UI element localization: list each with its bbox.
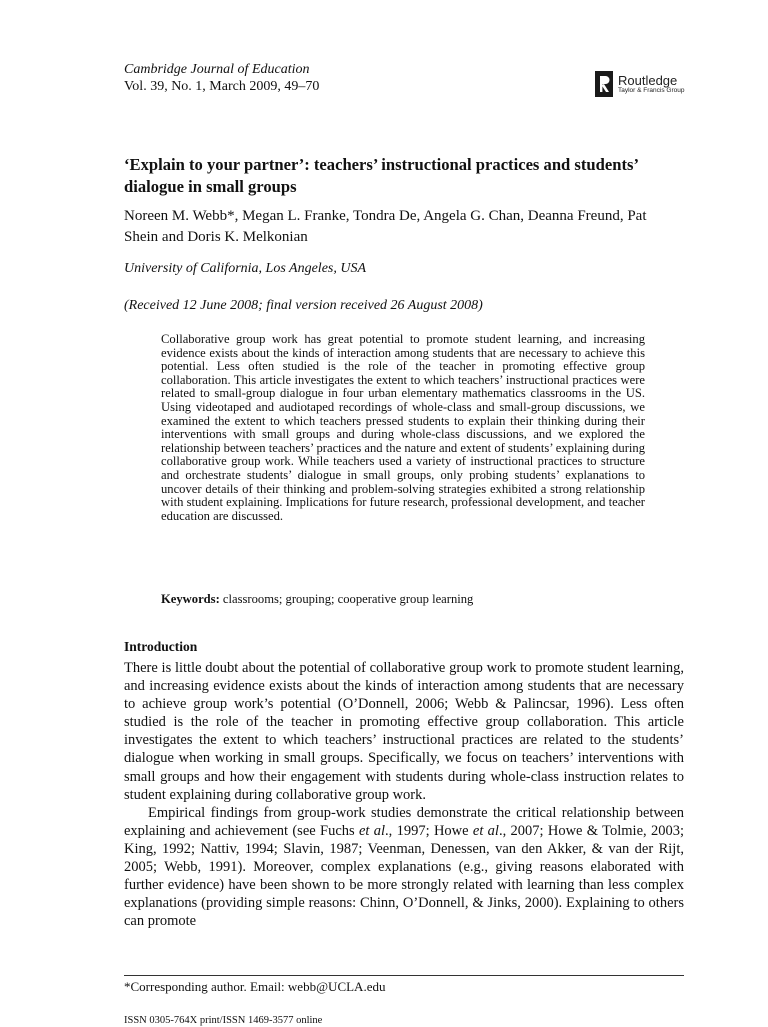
journal-name: Cambridge Journal of Education [124,62,310,77]
author-affiliation: University of California, Los Angeles, USA [124,261,367,276]
introduction-body [124,659,684,930]
article-title: ‘Explain to your partner’: teachers’ instructional practices and students’ dialogue in small groups [124,155,638,196]
footnote-divider [124,975,684,976]
publisher-logo [594,70,684,98]
issn-line: ISSN 0305-764X print/ISSN 1469-3577 online [124,1015,323,1026]
keywords [161,592,473,607]
received-dates: (Received 12 June 2008; final version received 26 August 2008) [124,298,483,313]
corresponding-author-footnote: *Corresponding author. Email: webb@UCLA.edu [124,979,386,994]
publisher-name: Routledge [618,72,678,88]
volume-info: Vol. 39, No. 1, March 2009, 49–70 [124,79,320,94]
publisher-subtitle: Taylor & Francis Group [618,86,685,94]
abstract: Collaborative group work has great potential to promote student learning, and increasing evidence exists about the kinds of interaction among students that are necessary to achieve this potential. Less often studied is the role of the teacher in promoting effective group collaboration. This article investigates the extent to which teachers’ instructional practices were related to small-group dialogue in four urban elementary mathematics classrooms in the US. Using videotaped and audiotaped recordings of whole-class and small-group discussions, we examined the extent to which teachers pressed students to explain their thinking during their interventions with small groups and during whole-class discussions, and we explored the relationship between teachers’ practices and the nature and extent of students’ explaining during collaborative group work. While teachers used a variety of instructional practices to structure and orchestrate students’ dialogue in small groups, only probing students’ explanations to uncover details of their thinking and problem-solving strategies exhibited a strong relationship with student explaining. Implications for future research, professional development, and teacher education are discussed. [161,332,645,523]
routledge-logo-icon [594,70,614,98]
keywords-label: Keywords: [161,592,220,606]
body-paragraph: Empirical findings from group-work studies demonstrate the critical relationship between explaining and achievement (see Fuchs et al., 1997; Howe et al., 2007; Howe & Tolmie, 2003; King, 1992; Nattiv, 1994; Slavin, 1987; Veenman, Denessen, van den Akker, & van der Rijt, 2005; Webb, 1991). Moreover, complex explanations (e.g., giving reasons elaborated with further evidence) have been shown to be more strongly related with learning than less complex explanations (providing simple reasons: Chinn, O’Donnell, & Jinks, 2000). Explaining to others can promote [124,804,684,930]
journal-header [124,61,319,95]
section-heading-introduction: Introduction [124,639,198,654]
body-paragraph: There is little doubt about the potential of collaborative group work to promote student learning, and increasing evidence exists about the kinds of interaction among students that are necessary to achieve group work’s potential (O’Donnell, 2006; Webb & Palincsar, 1996). Less often studied is the role of the teacher in promoting effective group collaboration. This article investigates the extent to which teachers’ instructional practices are related to the students’ dialogue when working in small groups. Specifically, we focus on teachers’ interventions with small groups and how their engagement with students during whole-class instruction relates to student explaining during collaborative group work. [124,660,684,803]
article-authors: Noreen M. Webb*, Megan L. Franke, Tondra De, Angela G. Chan, Deanna Freund, Pat Shein and Doris K. Melkonian [124,208,647,245]
keywords-list: classrooms; grouping; cooperative group learning [222,592,474,606]
